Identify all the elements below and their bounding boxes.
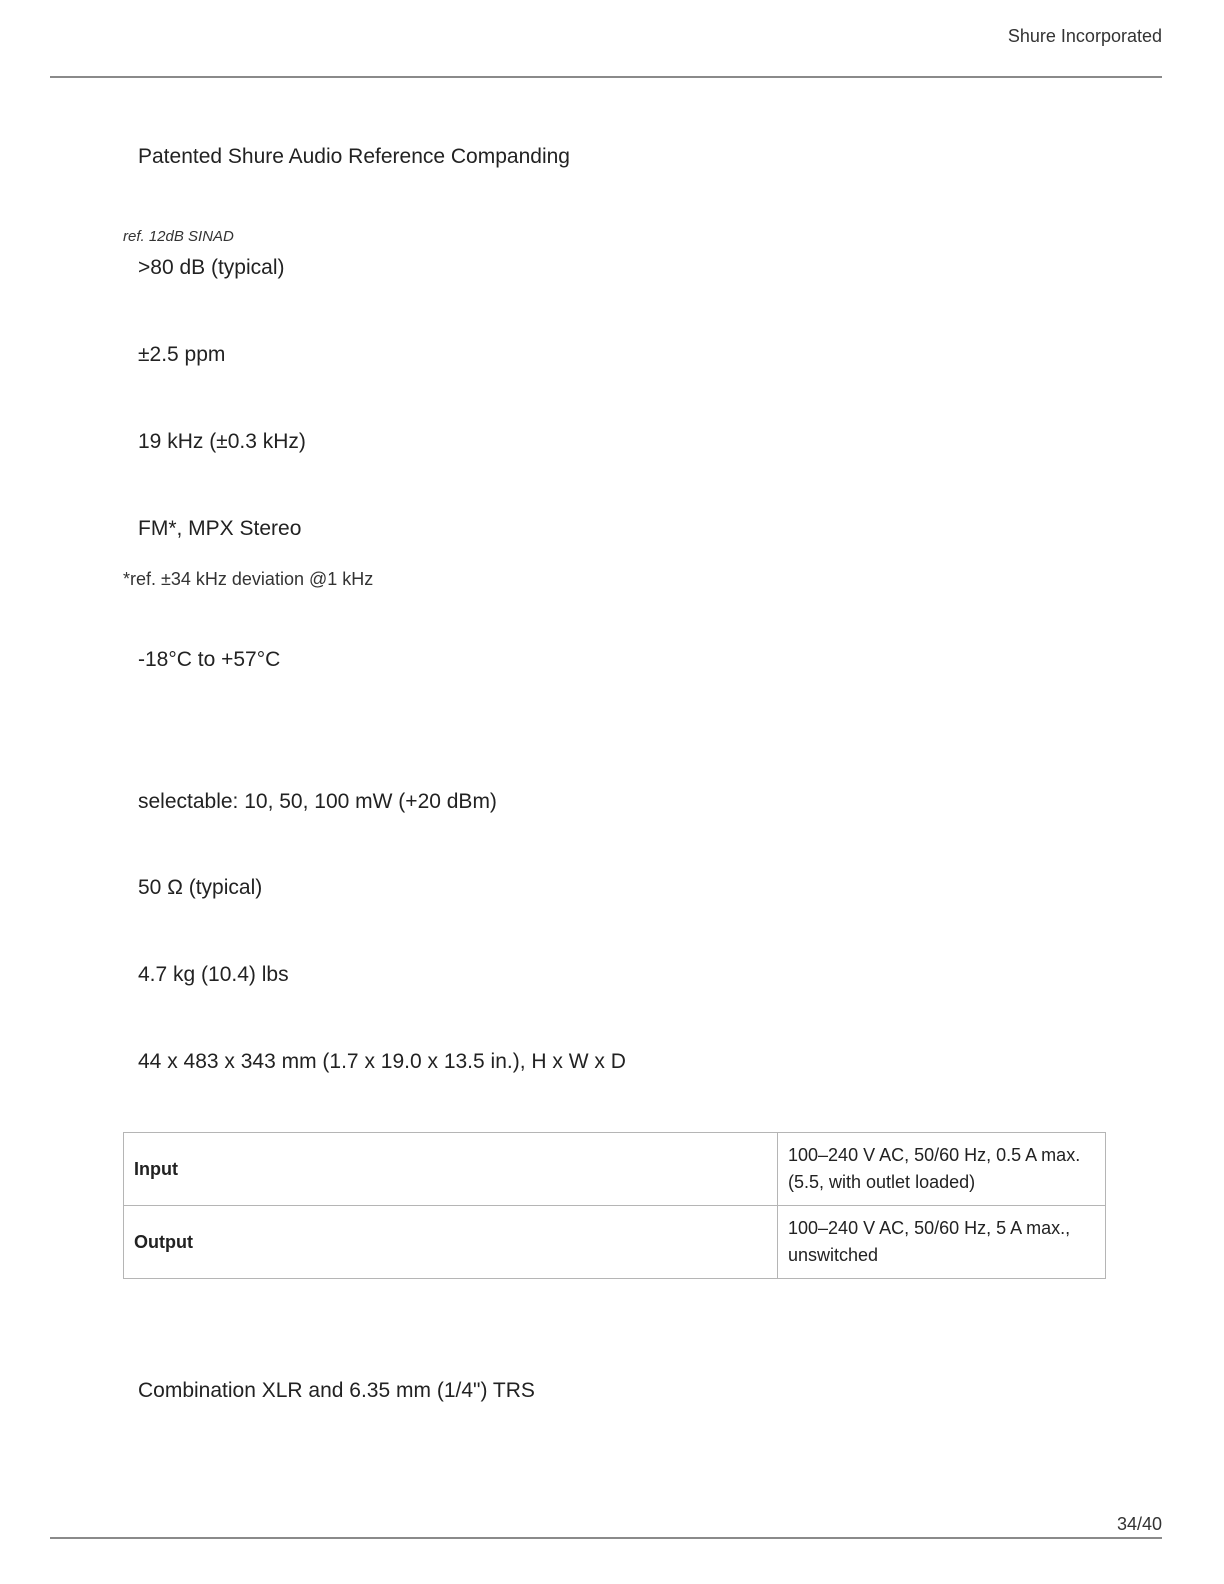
- power-output-label: Output: [124, 1206, 778, 1279]
- spec-rf-output-impedance: 50 Ω (typical): [138, 876, 263, 899]
- power-input-value: 100–240 V AC, 50/60 Hz, 0.5 A max. (5.5, with outlet loaded): [778, 1133, 1106, 1206]
- page-number: 34/40: [1116, 1514, 1162, 1534]
- spec-sinad-note: ref. 12dB SINAD: [123, 228, 234, 245]
- header-company-name: Shure Incorporated: [1007, 26, 1162, 46]
- table-row: [124, 1133, 1106, 1206]
- spec-signal-to-noise: >80 dB (typical): [138, 256, 285, 279]
- spec-rf-output-power: selectable: 10, 50, 100 mW (+20 dBm): [138, 790, 497, 813]
- spec-dimensions: 44 x 483 x 343 mm (1.7 x 19.0 x 13.5 in.), H x W x D: [138, 1050, 626, 1073]
- power-output-value: 100–240 V AC, 50/60 Hz, 5 A max., unswitched: [778, 1206, 1106, 1279]
- spec-modulation: FM*, MPX Stereo: [138, 517, 302, 540]
- footer-divider: [50, 1537, 1162, 1539]
- spec-companding: Patented Shure Audio Reference Companding: [138, 145, 570, 168]
- spec-operating-temperature: -18°C to +57°C: [138, 648, 281, 671]
- power-input-label: Input: [124, 1133, 778, 1206]
- spec-weight: 4.7 kg (10.4) lbs: [138, 963, 289, 986]
- spec-frequency-stability: ±2.5 ppm: [138, 343, 226, 366]
- spec-audio-input-connector: Combination XLR and 6.35 mm (1/4") TRS: [138, 1379, 535, 1402]
- header-divider: [50, 76, 1162, 78]
- table-row: [124, 1206, 1106, 1279]
- spec-deviation-note: *ref. ±34 kHz deviation @1 kHz: [123, 569, 374, 589]
- power-requirements-table: [123, 1132, 1106, 1279]
- spec-mpx-pilot-tone: 19 kHz (±0.3 kHz): [138, 430, 306, 453]
